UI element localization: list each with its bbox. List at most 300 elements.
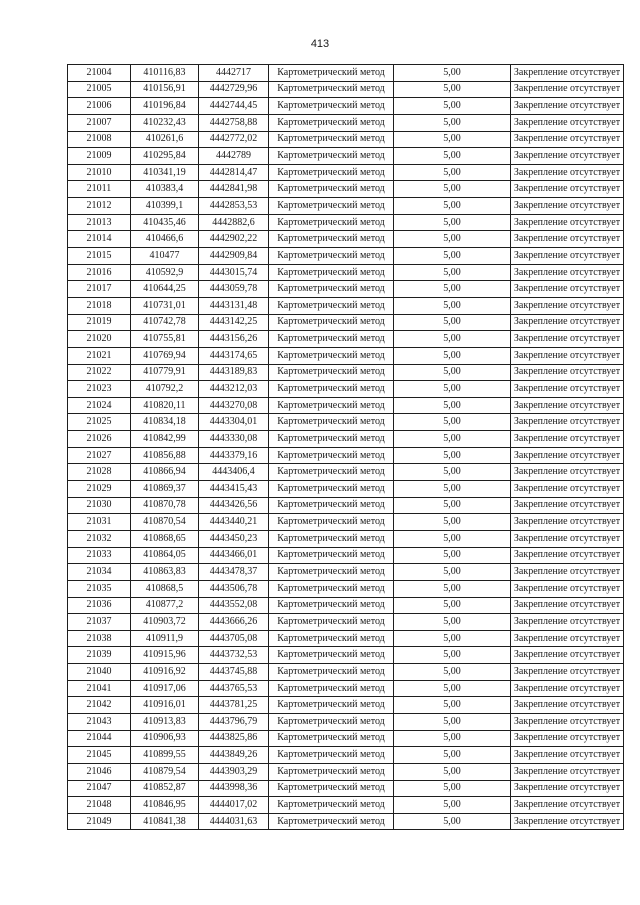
accuracy-cell: 5,00 [394, 597, 511, 614]
table-row [68, 397, 624, 414]
point-number-cell: 21039 [68, 647, 131, 664]
method-cell: Картометрический метод [269, 181, 394, 198]
x-coordinate-cell: 410870,54 [131, 514, 199, 531]
y-coordinate-cell: 4442841,98 [199, 181, 269, 198]
page-number: 413 [310, 38, 330, 50]
table-row [68, 264, 624, 281]
method-cell: Картометрический метод [269, 530, 394, 547]
y-coordinate-cell: 4443450,23 [199, 530, 269, 547]
x-coordinate-cell: 410856,88 [131, 447, 199, 464]
x-coordinate-cell: 410792,2 [131, 381, 199, 398]
table-row [68, 730, 624, 747]
table-row [68, 164, 624, 181]
x-coordinate-cell: 410196,84 [131, 98, 199, 115]
method-cell: Картометрический метод [269, 264, 394, 281]
fixation-cell: Закрепление отсутствует [511, 747, 624, 764]
method-cell: Картометрический метод [269, 131, 394, 148]
accuracy-cell: 5,00 [394, 231, 511, 248]
table-row [68, 131, 624, 148]
point-number-cell: 21021 [68, 347, 131, 364]
point-number-cell: 21035 [68, 580, 131, 597]
table-row [68, 481, 624, 498]
x-coordinate-cell: 410879,54 [131, 763, 199, 780]
method-cell: Картометрический метод [269, 331, 394, 348]
y-coordinate-cell: 4443131,48 [199, 297, 269, 314]
table-row [68, 697, 624, 714]
accuracy-cell: 5,00 [394, 481, 511, 498]
method-cell: Картометрический метод [269, 114, 394, 131]
y-coordinate-cell: 4443440,21 [199, 514, 269, 531]
y-coordinate-cell: 4443849,26 [199, 747, 269, 764]
method-cell: Картометрический метод [269, 797, 394, 814]
x-coordinate-cell: 410295,84 [131, 148, 199, 165]
fixation-cell: Закрепление отсутствует [511, 65, 624, 82]
table-row [68, 564, 624, 581]
accuracy-cell: 5,00 [394, 464, 511, 481]
method-cell: Картометрический метод [269, 697, 394, 714]
point-number-cell: 21040 [68, 664, 131, 681]
y-coordinate-cell: 4443379,16 [199, 447, 269, 464]
fixation-cell: Закрепление отсутствует [511, 381, 624, 398]
accuracy-cell: 5,00 [394, 730, 511, 747]
point-number-cell: 21019 [68, 314, 131, 331]
coordinates-table [67, 64, 624, 830]
fixation-cell: Закрепление отсутствует [511, 264, 624, 281]
fixation-cell: Закрепление отсутствует [511, 331, 624, 348]
x-coordinate-cell: 410116,83 [131, 65, 199, 82]
fixation-cell: Закрепление отсутствует [511, 181, 624, 198]
x-coordinate-cell: 410866,94 [131, 464, 199, 481]
method-cell: Картометрический метод [269, 381, 394, 398]
y-coordinate-cell: 4442814,47 [199, 164, 269, 181]
fixation-cell: Закрепление отсутствует [511, 364, 624, 381]
method-cell: Картометрический метод [269, 414, 394, 431]
x-coordinate-cell: 410644,25 [131, 281, 199, 298]
point-number-cell: 21012 [68, 198, 131, 215]
method-cell: Картометрический метод [269, 81, 394, 98]
method-cell: Картометрический метод [269, 497, 394, 514]
method-cell: Картометрический метод [269, 664, 394, 681]
x-coordinate-cell: 410917,06 [131, 680, 199, 697]
table-row [68, 414, 624, 431]
point-number-cell: 21024 [68, 397, 131, 414]
accuracy-cell: 5,00 [394, 181, 511, 198]
fixation-cell: Закрепление отсутствует [511, 214, 624, 231]
table-row [68, 630, 624, 647]
point-number-cell: 21047 [68, 780, 131, 797]
x-coordinate-cell: 410870,78 [131, 497, 199, 514]
accuracy-cell: 5,00 [394, 514, 511, 531]
accuracy-cell: 5,00 [394, 264, 511, 281]
accuracy-cell: 5,00 [394, 131, 511, 148]
point-number-cell: 21027 [68, 447, 131, 464]
accuracy-cell: 5,00 [394, 314, 511, 331]
method-cell: Картометрический метод [269, 763, 394, 780]
y-coordinate-cell: 4442772,02 [199, 131, 269, 148]
point-number-cell: 21007 [68, 114, 131, 131]
x-coordinate-cell: 410911,9 [131, 630, 199, 647]
x-coordinate-cell: 410915,96 [131, 647, 199, 664]
x-coordinate-cell: 410869,37 [131, 481, 199, 498]
method-cell: Картометрический метод [269, 680, 394, 697]
table-row [68, 580, 624, 597]
point-number-cell: 21010 [68, 164, 131, 181]
fixation-cell: Закрепление отсутствует [511, 148, 624, 165]
y-coordinate-cell: 4442882,6 [199, 214, 269, 231]
y-coordinate-cell: 4442789 [199, 148, 269, 165]
point-number-cell: 21028 [68, 464, 131, 481]
fixation-cell: Закрепление отсутствует [511, 780, 624, 797]
y-coordinate-cell: 4443825,86 [199, 730, 269, 747]
method-cell: Картометрический метод [269, 647, 394, 664]
method-cell: Картометрический метод [269, 364, 394, 381]
accuracy-cell: 5,00 [394, 697, 511, 714]
fixation-cell: Закрепление отсутствует [511, 647, 624, 664]
method-cell: Картометрический метод [269, 780, 394, 797]
point-number-cell: 21018 [68, 297, 131, 314]
method-cell: Картометрический метод [269, 614, 394, 631]
point-number-cell: 21037 [68, 614, 131, 631]
method-cell: Картометрический метод [269, 198, 394, 215]
point-number-cell: 21036 [68, 597, 131, 614]
accuracy-cell: 5,00 [394, 713, 511, 730]
table-row [68, 447, 624, 464]
table-body [68, 65, 624, 830]
accuracy-cell: 5,00 [394, 647, 511, 664]
accuracy-cell: 5,00 [394, 564, 511, 581]
table-row [68, 780, 624, 797]
fixation-cell: Закрепление отсутствует [511, 580, 624, 597]
accuracy-cell: 5,00 [394, 813, 511, 830]
y-coordinate-cell: 4443765,53 [199, 680, 269, 697]
y-coordinate-cell: 4443015,74 [199, 264, 269, 281]
table-row [68, 597, 624, 614]
x-coordinate-cell: 410868,5 [131, 580, 199, 597]
method-cell: Картометрический метод [269, 747, 394, 764]
y-coordinate-cell: 4443903,29 [199, 763, 269, 780]
point-number-cell: 21006 [68, 98, 131, 115]
fixation-cell: Закрепление отсутствует [511, 397, 624, 414]
y-coordinate-cell: 4443415,43 [199, 481, 269, 498]
point-number-cell: 21043 [68, 713, 131, 730]
y-coordinate-cell: 4443059,78 [199, 281, 269, 298]
accuracy-cell: 5,00 [394, 664, 511, 681]
accuracy-cell: 5,00 [394, 98, 511, 115]
x-coordinate-cell: 410156,91 [131, 81, 199, 98]
table-row [68, 647, 624, 664]
point-number-cell: 21048 [68, 797, 131, 814]
table-row [68, 763, 624, 780]
x-coordinate-cell: 410261,6 [131, 131, 199, 148]
y-coordinate-cell: 4443189,83 [199, 364, 269, 381]
point-number-cell: 21034 [68, 564, 131, 581]
accuracy-cell: 5,00 [394, 431, 511, 448]
point-number-cell: 21038 [68, 630, 131, 647]
method-cell: Картометрический метод [269, 564, 394, 581]
fixation-cell: Закрепление отсутствует [511, 447, 624, 464]
accuracy-cell: 5,00 [394, 331, 511, 348]
x-coordinate-cell: 410852,87 [131, 780, 199, 797]
x-coordinate-cell: 410399,1 [131, 198, 199, 215]
x-coordinate-cell: 410913,83 [131, 713, 199, 730]
point-number-cell: 21033 [68, 547, 131, 564]
y-coordinate-cell: 4442758,88 [199, 114, 269, 131]
y-coordinate-cell: 4443998,36 [199, 780, 269, 797]
point-number-cell: 21022 [68, 364, 131, 381]
accuracy-cell: 5,00 [394, 797, 511, 814]
table-row [68, 231, 624, 248]
method-cell: Картометрический метод [269, 580, 394, 597]
fixation-cell: Закрепление отсутствует [511, 281, 624, 298]
accuracy-cell: 5,00 [394, 414, 511, 431]
accuracy-cell: 5,00 [394, 297, 511, 314]
fixation-cell: Закрепление отсутствует [511, 347, 624, 364]
fixation-cell: Закрепление отсутствует [511, 414, 624, 431]
fixation-cell: Закрепление отсутствует [511, 81, 624, 98]
point-number-cell: 21041 [68, 680, 131, 697]
y-coordinate-cell: 4443174,65 [199, 347, 269, 364]
method-cell: Картометрический метод [269, 597, 394, 614]
method-cell: Картометрический метод [269, 248, 394, 265]
x-coordinate-cell: 410383,4 [131, 181, 199, 198]
method-cell: Картометрический метод [269, 547, 394, 564]
point-number-cell: 21020 [68, 331, 131, 348]
x-coordinate-cell: 410903,72 [131, 614, 199, 631]
fixation-cell: Закрепление отсутствует [511, 314, 624, 331]
point-number-cell: 21004 [68, 65, 131, 82]
table-row [68, 514, 624, 531]
y-coordinate-cell: 4443666,26 [199, 614, 269, 631]
accuracy-cell: 5,00 [394, 530, 511, 547]
fixation-cell: Закрепление отсутствует [511, 813, 624, 830]
point-number-cell: 21026 [68, 431, 131, 448]
x-coordinate-cell: 410592,9 [131, 264, 199, 281]
fixation-cell: Закрепление отсутствует [511, 114, 624, 131]
x-coordinate-cell: 410341,19 [131, 164, 199, 181]
accuracy-cell: 5,00 [394, 381, 511, 398]
table-row [68, 713, 624, 730]
fixation-cell: Закрепление отсутствует [511, 164, 624, 181]
fixation-cell: Закрепление отсутствует [511, 198, 624, 215]
method-cell: Картометрический метод [269, 481, 394, 498]
table-row [68, 198, 624, 215]
accuracy-cell: 5,00 [394, 780, 511, 797]
x-coordinate-cell: 410834,18 [131, 414, 199, 431]
y-coordinate-cell: 4443781,25 [199, 697, 269, 714]
x-coordinate-cell: 410435,46 [131, 214, 199, 231]
method-cell: Картометрический метод [269, 813, 394, 830]
point-number-cell: 21016 [68, 264, 131, 281]
method-cell: Картометрический метод [269, 397, 394, 414]
table-row [68, 347, 624, 364]
method-cell: Картометрический метод [269, 347, 394, 364]
table-row [68, 464, 624, 481]
accuracy-cell: 5,00 [394, 614, 511, 631]
fixation-cell: Закрепление отсутствует [511, 713, 624, 730]
table-row [68, 214, 624, 231]
y-coordinate-cell: 4443142,25 [199, 314, 269, 331]
table-row [68, 664, 624, 681]
accuracy-cell: 5,00 [394, 281, 511, 298]
table-row [68, 65, 624, 82]
accuracy-cell: 5,00 [394, 65, 511, 82]
x-coordinate-cell: 410864,05 [131, 547, 199, 564]
fixation-cell: Закрепление отсутствует [511, 730, 624, 747]
table-row [68, 181, 624, 198]
x-coordinate-cell: 410916,92 [131, 664, 199, 681]
x-coordinate-cell: 410877,2 [131, 597, 199, 614]
table-row [68, 530, 624, 547]
y-coordinate-cell: 4443796,79 [199, 713, 269, 730]
x-coordinate-cell: 410842,99 [131, 431, 199, 448]
fixation-cell: Закрепление отсутствует [511, 597, 624, 614]
fixation-cell: Закрепление отсутствует [511, 664, 624, 681]
accuracy-cell: 5,00 [394, 114, 511, 131]
method-cell: Картометрический метод [269, 281, 394, 298]
point-number-cell: 21009 [68, 148, 131, 165]
fixation-cell: Закрепление отсутствует [511, 98, 624, 115]
y-coordinate-cell: 4443406,4 [199, 464, 269, 481]
accuracy-cell: 5,00 [394, 164, 511, 181]
table-row [68, 148, 624, 165]
point-number-cell: 21015 [68, 248, 131, 265]
table-row [68, 497, 624, 514]
x-coordinate-cell: 410841,38 [131, 813, 199, 830]
x-coordinate-cell: 410916,01 [131, 697, 199, 714]
x-coordinate-cell: 410863,83 [131, 564, 199, 581]
accuracy-cell: 5,00 [394, 248, 511, 265]
y-coordinate-cell: 4443506,78 [199, 580, 269, 597]
x-coordinate-cell: 410846,95 [131, 797, 199, 814]
method-cell: Картометрический метод [269, 464, 394, 481]
accuracy-cell: 5,00 [394, 397, 511, 414]
accuracy-cell: 5,00 [394, 81, 511, 98]
y-coordinate-cell: 4442902,22 [199, 231, 269, 248]
accuracy-cell: 5,00 [394, 630, 511, 647]
fixation-cell: Закрепление отсутствует [511, 431, 624, 448]
point-number-cell: 21017 [68, 281, 131, 298]
table-row [68, 381, 624, 398]
point-number-cell: 21011 [68, 181, 131, 198]
x-coordinate-cell: 410232,43 [131, 114, 199, 131]
accuracy-cell: 5,00 [394, 347, 511, 364]
fixation-cell: Закрепление отсутствует [511, 297, 624, 314]
x-coordinate-cell: 410868,65 [131, 530, 199, 547]
point-number-cell: 21008 [68, 131, 131, 148]
y-coordinate-cell: 4442909,84 [199, 248, 269, 265]
y-coordinate-cell: 4443552,08 [199, 597, 269, 614]
method-cell: Картометрический метод [269, 514, 394, 531]
table-row [68, 614, 624, 631]
point-number-cell: 21045 [68, 747, 131, 764]
y-coordinate-cell: 4443304,01 [199, 414, 269, 431]
point-number-cell: 21044 [68, 730, 131, 747]
table-row [68, 797, 624, 814]
x-coordinate-cell: 410820,11 [131, 397, 199, 414]
x-coordinate-cell: 410466,6 [131, 231, 199, 248]
accuracy-cell: 5,00 [394, 148, 511, 165]
table-row [68, 747, 624, 764]
x-coordinate-cell: 410477 [131, 248, 199, 265]
fixation-cell: Закрепление отсутствует [511, 497, 624, 514]
point-number-cell: 21029 [68, 481, 131, 498]
table-row [68, 431, 624, 448]
fixation-cell: Закрепление отсутствует [511, 763, 624, 780]
fixation-cell: Закрепление отсутствует [511, 680, 624, 697]
accuracy-cell: 5,00 [394, 580, 511, 597]
x-coordinate-cell: 410769,94 [131, 347, 199, 364]
accuracy-cell: 5,00 [394, 747, 511, 764]
fixation-cell: Закрепление отсутствует [511, 514, 624, 531]
method-cell: Картометрический метод [269, 164, 394, 181]
table-row [68, 98, 624, 115]
y-coordinate-cell: 4443330,08 [199, 431, 269, 448]
y-coordinate-cell: 4443466,01 [199, 547, 269, 564]
point-number-cell: 21013 [68, 214, 131, 231]
y-coordinate-cell: 4444031,63 [199, 813, 269, 830]
fixation-cell: Закрепление отсутствует [511, 481, 624, 498]
accuracy-cell: 5,00 [394, 680, 511, 697]
table-row [68, 248, 624, 265]
accuracy-cell: 5,00 [394, 497, 511, 514]
point-number-cell: 21025 [68, 414, 131, 431]
y-coordinate-cell: 4443426,56 [199, 497, 269, 514]
point-number-cell: 21046 [68, 763, 131, 780]
method-cell: Картометрический метод [269, 447, 394, 464]
x-coordinate-cell: 410779,91 [131, 364, 199, 381]
point-number-cell: 21031 [68, 514, 131, 531]
y-coordinate-cell: 4444017,02 [199, 797, 269, 814]
table-row [68, 281, 624, 298]
y-coordinate-cell: 4442717 [199, 65, 269, 82]
method-cell: Картометрический метод [269, 98, 394, 115]
y-coordinate-cell: 4443705,08 [199, 630, 269, 647]
table-row [68, 364, 624, 381]
method-cell: Картометрический метод [269, 148, 394, 165]
method-cell: Картометрический метод [269, 231, 394, 248]
x-coordinate-cell: 410731,01 [131, 297, 199, 314]
x-coordinate-cell: 410899,55 [131, 747, 199, 764]
point-number-cell: 21023 [68, 381, 131, 398]
accuracy-cell: 5,00 [394, 447, 511, 464]
table-row [68, 314, 624, 331]
accuracy-cell: 5,00 [394, 198, 511, 215]
y-coordinate-cell: 4443156,26 [199, 331, 269, 348]
table-row [68, 813, 624, 830]
fixation-cell: Закрепление отсутствует [511, 131, 624, 148]
x-coordinate-cell: 410755,81 [131, 331, 199, 348]
point-number-cell: 21032 [68, 530, 131, 547]
table-row [68, 680, 624, 697]
method-cell: Картометрический метод [269, 297, 394, 314]
point-number-cell: 21030 [68, 497, 131, 514]
method-cell: Картометрический метод [269, 630, 394, 647]
fixation-cell: Закрепление отсутствует [511, 614, 624, 631]
accuracy-cell: 5,00 [394, 547, 511, 564]
fixation-cell: Закрепление отсутствует [511, 547, 624, 564]
table-row [68, 297, 624, 314]
fixation-cell: Закрепление отсутствует [511, 797, 624, 814]
fixation-cell: Закрепление отсутствует [511, 564, 624, 581]
fixation-cell: Закрепление отсутствует [511, 697, 624, 714]
fixation-cell: Закрепление отсутствует [511, 231, 624, 248]
accuracy-cell: 5,00 [394, 763, 511, 780]
point-number-cell: 21014 [68, 231, 131, 248]
table-row [68, 331, 624, 348]
method-cell: Картометрический метод [269, 431, 394, 448]
y-coordinate-cell: 4442744,45 [199, 98, 269, 115]
y-coordinate-cell: 4443732,53 [199, 647, 269, 664]
